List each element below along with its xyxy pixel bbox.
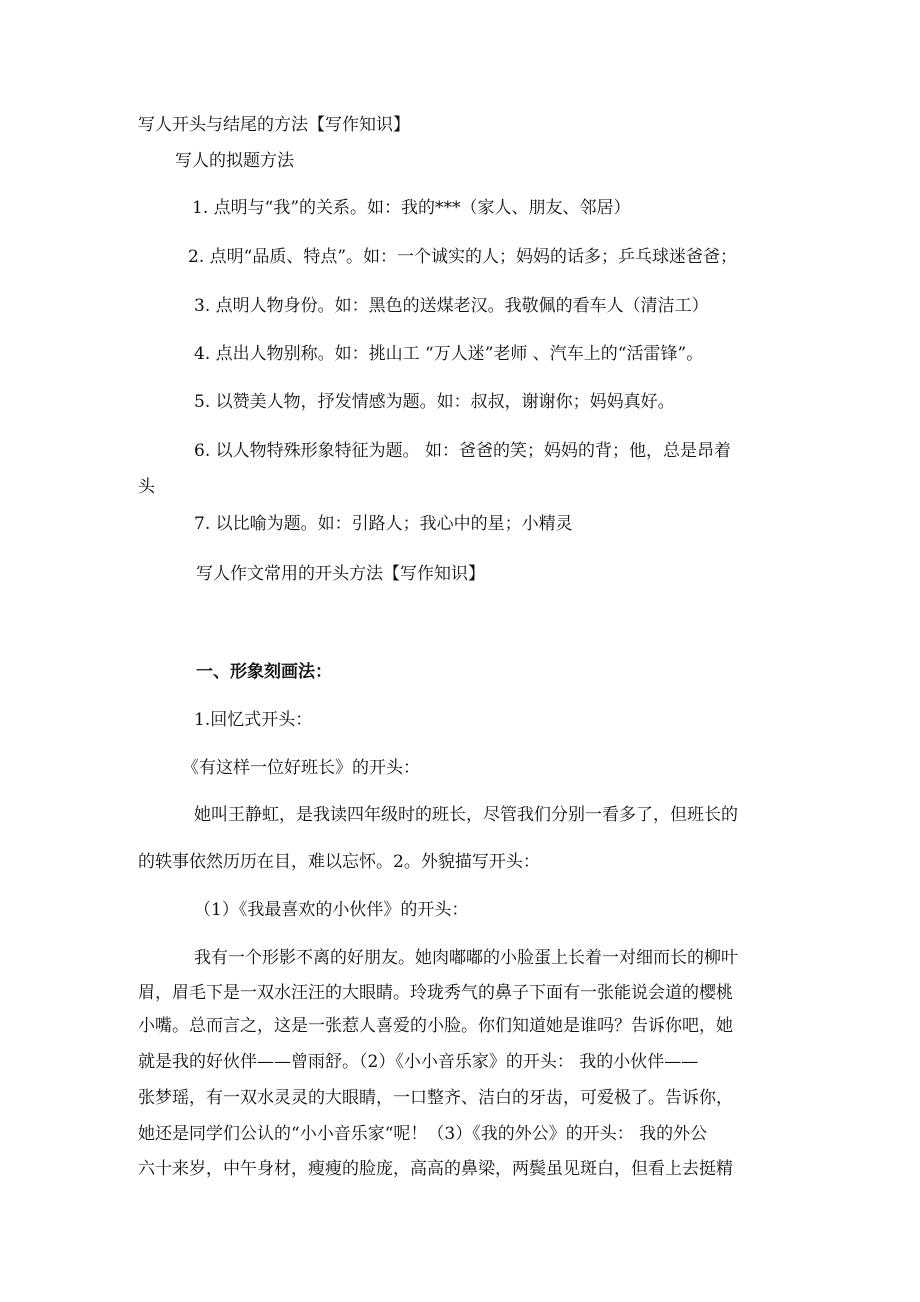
naming-method-4: 4. 点出人物别称。如：挑山工 “万人迷”老师 、汽车上的“活雷锋”。	[194, 344, 704, 364]
example-1-line-1: 她叫王静虹，是我读四年级时的班长，尽管我们分别一看多了，但班长的	[194, 805, 738, 825]
opening-methods-heading: 写人作文常用的开头方法【写作知识】	[196, 564, 485, 584]
example-2-line-2: 眉，眉毛下是一双水汪汪的大眼睛。玲珑秀气的鼻子下面有一张能说会道的樱桃	[138, 983, 733, 1003]
example-1-line-2: 的轶事依然历历在目，难以忘怀。2。外貌描写开头：	[138, 852, 540, 872]
naming-method-1: 1. 点明与“我”的关系。如：我的***（家人、朋友、邻居）	[192, 198, 631, 218]
document-title: 写人开头与结尾的方法【写作知识】	[138, 115, 410, 135]
example-2-line-7: 六十来岁，中午身材，瘦瘦的脸庞，高高的鼻梁，两鬓虽见斑白，但看上去挺精	[138, 1159, 733, 1179]
example-2-line-4: 就是我的好伙伴——曾雨舒。（2）《小小音乐家》的开头： 我的小伙伴——	[138, 1052, 699, 1072]
example-1-title: 《有这样一位好班长》的开头：	[182, 758, 420, 778]
naming-method-6: 6. 以人物特殊形象特征为题。 如：爸爸的笑；妈妈的背；他，总是昂着	[194, 441, 732, 461]
example-2-title: （1）《我最喜欢的小伙伴》的开头：	[194, 900, 469, 920]
subsection-recall-opening: 1.回忆式开头：	[194, 710, 313, 730]
example-2-line-5: 张梦瑶，有一双水灵灵的大眼睛，一口整齐、洁白的牙齿，可爱极了。告诉你，	[138, 1088, 733, 1108]
example-2-line-6: 她还是同学们公认的“小小音乐家“呢！（3）《我的外公》的开头： 我的外公	[138, 1124, 708, 1144]
example-2-line-1: 我有一个形影不离的好朋友。她肉嘟嘟的小脸蛋上长着一对细而长的柳叶	[194, 948, 738, 968]
naming-method-7: 7. 以比喻为题。如：引路人；我心中的星；小精灵	[194, 514, 573, 534]
example-2-line-3: 小嘴。总而言之，这是一张惹人喜爱的小脸。你们知道她是谁吗？告诉你吧，她	[138, 1016, 733, 1036]
section-heading: 一、形象刻画法：	[196, 662, 332, 682]
naming-method-2: 2. 点明“品质、特点”。如：一个诚实的人；妈妈的话多；乒乓球迷爸爸；	[188, 247, 738, 267]
naming-method-3: 3. 点明人物身份。如：黑色的送煤老汉。我敬佩的看车人（清洁工）	[194, 296, 709, 316]
naming-method-6-continued: 头	[138, 477, 155, 497]
section-subtitle: 写人的拟题方法	[175, 151, 294, 171]
naming-method-5: 5. 以赞美人物，抒发情感为题。如：叔叔，谢谢你；妈妈真好。	[194, 392, 675, 412]
